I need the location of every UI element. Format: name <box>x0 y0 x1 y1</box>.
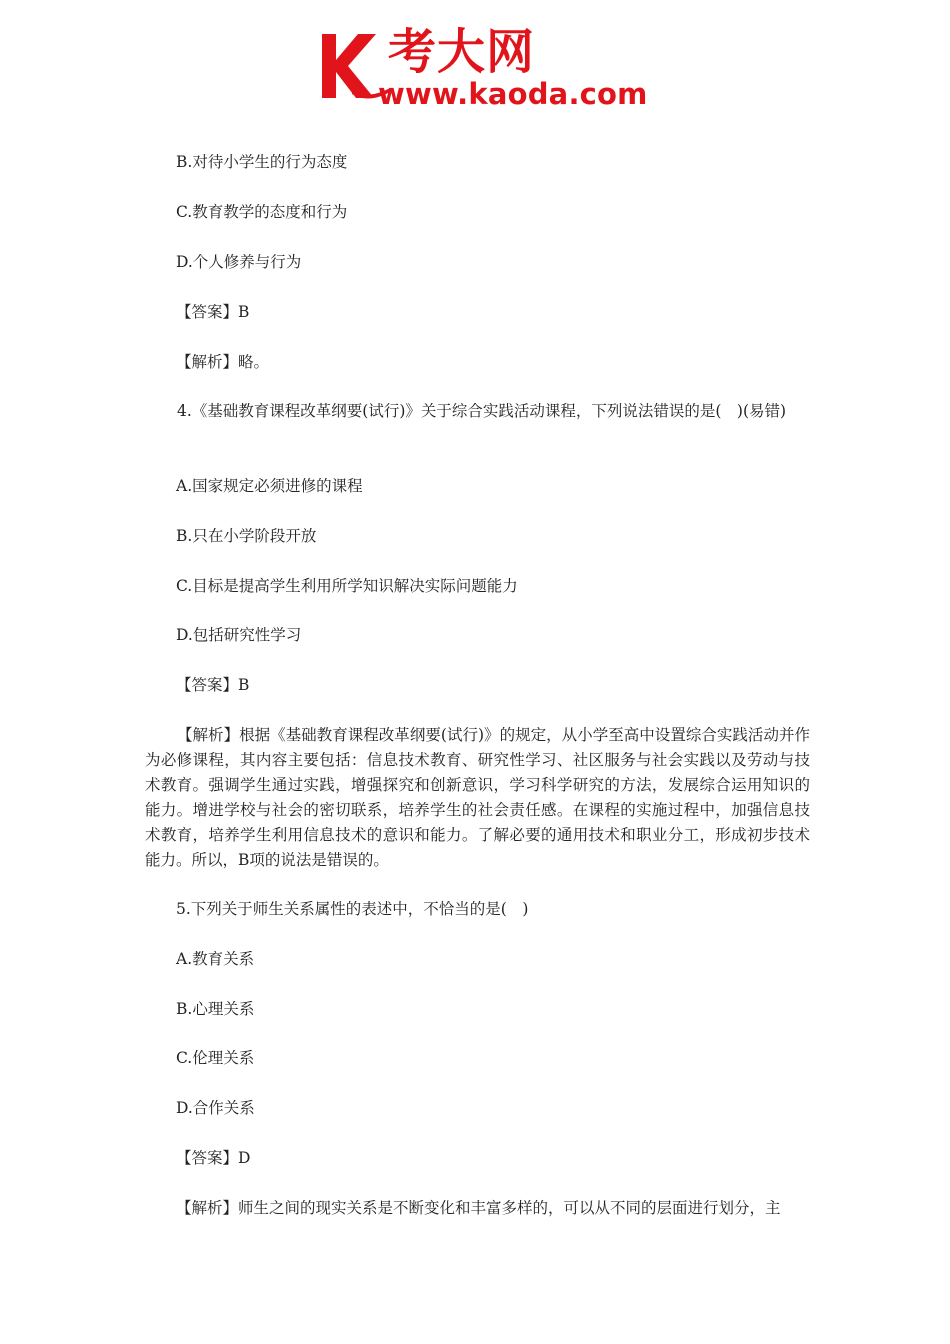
q4-option-c: C.目标是提高学生利用所学知识解决实际问题能力 <box>176 577 518 595</box>
q5-stem: 5.下列关于师生关系属性的表述中，不恰当的是( ) <box>176 900 529 918</box>
q3-option-d: D.个人修养与行为 <box>176 253 302 271</box>
q3-option-b: B.对待小学生的行为态度 <box>176 153 348 171</box>
q3-answer: 【答案】B <box>176 303 250 321</box>
q4-option-b: B.只在小学阶段开放 <box>176 527 317 545</box>
q4-option-a: A.国家规定必须进修的课程 <box>176 477 363 495</box>
q3-analysis: 【解析】略。 <box>176 353 270 371</box>
kaoda-logo[interactable] <box>318 24 648 111</box>
q4-stem: 4.《基础教育课程改革纲要(试行)》关于综合实践活动课程，下列说法错误的是( )(易错) <box>177 402 787 420</box>
q4-analysis: 【解析】根据《基础教育课程改革纲要(试行)》的规定，从小学至高中设置综合实践活动并作为必修课程，其内容主要包括：信息技术教育、研究性学习、社区服务与社会实践以及劳动与技术教育。强调学生通过实践，增强探究和创新意识，学习科学研究的方法，发展综合运用知识的能力。增进学校与社会的密切联系，培养学生的社会责任感。在课程的实施过程中，加强信息技术教育，培养学生利用信息技术的意识和能力。了解必要的通用技术和职业分工，形成初步技术能力。所以，B项的说法是错误的。 <box>145 726 810 869</box>
q5-analysis: 【解析】师生之间的现实关系是不断变化和丰富多样的，可以从不同的层面进行划分，主 <box>176 1199 781 1217</box>
q5-option-b: B.心理关系 <box>176 1000 255 1018</box>
q5-option-c: C.伦理关系 <box>176 1049 255 1067</box>
q5-option-a: A.教育关系 <box>176 950 255 968</box>
q4-answer: 【答案】B <box>176 676 250 694</box>
q4-option-d: D.包括研究性学习 <box>176 626 302 644</box>
q3-option-c: C.教育教学的态度和行为 <box>176 203 348 221</box>
q5-answer: 【答案】D <box>176 1149 251 1167</box>
logo-url: www.kaoda.com <box>378 77 648 111</box>
logo-chinese-name: 考大网 <box>388 24 536 80</box>
q5-option-d: D.合作关系 <box>176 1099 255 1117</box>
